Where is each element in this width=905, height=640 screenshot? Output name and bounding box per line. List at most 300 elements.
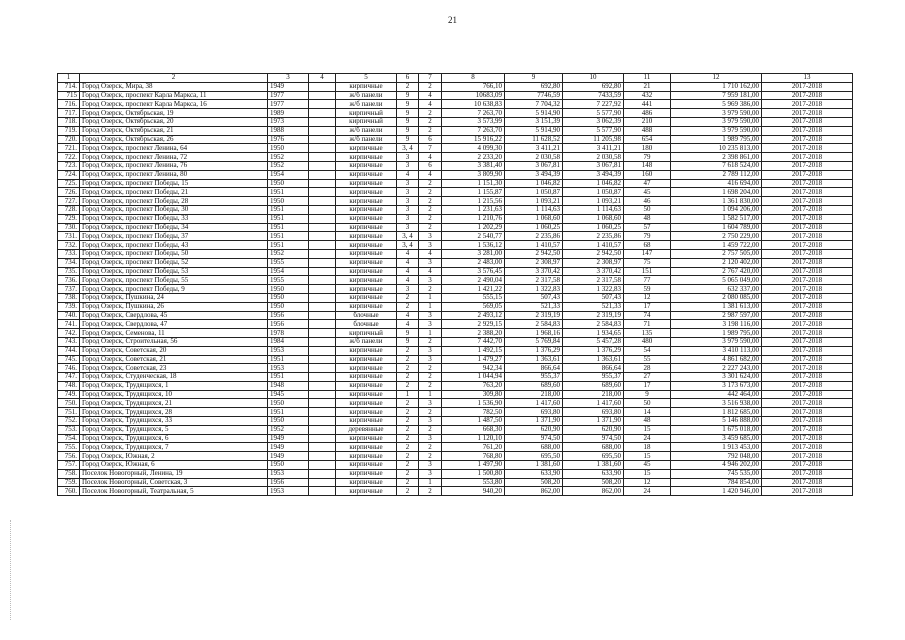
table-cell: 720. [58, 135, 80, 144]
table-cell: 1952 [268, 153, 309, 162]
table-cell: 1953 [268, 469, 309, 478]
table-cell: 1 675 018,00 [671, 425, 762, 434]
table-cell: 1 155,87 [442, 188, 505, 197]
table-cell: Город Озерск, Мира, 38 [80, 82, 268, 91]
table-cell: 2017-2018 [762, 223, 853, 232]
table-cell: Город Озерск, Южная, 2 [80, 452, 268, 461]
column-number-cell: 6 [397, 74, 419, 83]
table-cell: 309,80 [442, 390, 505, 399]
table-cell: 1 459 722,00 [671, 241, 762, 250]
table-cell: Город Озерск, проспект Карла Маркса, 11 [80, 91, 268, 100]
table-cell: 748. [58, 381, 80, 390]
table-cell [309, 355, 336, 364]
table-cell: 3 494,39 [505, 170, 563, 179]
table-cell: 1 050,87 [563, 188, 624, 197]
table-cell: 2 317,58 [563, 276, 624, 285]
table-cell: 2017-2018 [762, 258, 853, 267]
table-cell: 1953 [268, 346, 309, 355]
table-row [58, 170, 853, 179]
table-cell: 2017-2018 [762, 267, 853, 276]
column-number-cell: 8 [442, 74, 505, 83]
table-cell: 688,00 [563, 443, 624, 452]
table-cell: 2017-2018 [762, 329, 853, 338]
table-cell: Город Озерск, Трудящихся, 10 [80, 390, 268, 399]
table-cell: 940,20 [442, 487, 505, 496]
table-cell: 2 317,58 [505, 276, 563, 285]
table-cell: 10 235 813,00 [671, 144, 762, 153]
table-cell: 2 942,50 [563, 249, 624, 258]
table-cell: 2 [419, 452, 442, 461]
table-cell: 3 494,39 [563, 170, 624, 179]
table-cell: кирпичные [336, 161, 397, 170]
table-cell: 692,80 [505, 82, 563, 91]
table-cell: Город Озерск, проспект Ленина, 72 [80, 153, 268, 162]
table-cell [309, 258, 336, 267]
table-cell: 1954 [268, 267, 309, 276]
table-cell: 3 198 116,00 [671, 320, 762, 329]
table-cell: 9 [397, 135, 419, 144]
table-cell: 4 [419, 267, 442, 276]
table-cell: 1 421,22 [442, 285, 505, 294]
table-cell [309, 285, 336, 294]
table-cell: 5 065 049,00 [671, 276, 762, 285]
table-cell: 3 459 685,00 [671, 434, 762, 443]
table-cell: 2017-2018 [762, 487, 853, 496]
table-row [58, 214, 853, 223]
table-cell: 2 227 243,00 [671, 364, 762, 373]
table-cell: 719. [58, 126, 80, 135]
table-cell: 2017-2018 [762, 355, 853, 364]
table-cell: 2017-2018 [762, 373, 853, 382]
table-cell: 2 [397, 487, 419, 496]
table-cell: 1 322,83 [563, 285, 624, 294]
table-cell: 866,64 [505, 364, 563, 373]
table-row [58, 197, 853, 206]
table-row [58, 258, 853, 267]
table-row [58, 478, 853, 487]
table-row [58, 153, 853, 162]
table-cell: Город Озерск, Трудящихся, 21 [80, 399, 268, 408]
table-cell: 4 [397, 267, 419, 276]
table-row [58, 109, 853, 118]
table-cell: 2017-2018 [762, 197, 853, 206]
table-cell: 4 [419, 249, 442, 258]
table-cell: 521,33 [563, 302, 624, 311]
table-cell: 3 301 624,00 [671, 373, 762, 382]
table-cell: 7 442,70 [442, 337, 505, 346]
table-cell: 1 322,83 [505, 285, 563, 294]
table-cell: кирпичные [336, 364, 397, 373]
table-cell: 148 [624, 161, 671, 170]
table-cell: 3 411,21 [505, 144, 563, 153]
table-cell [309, 417, 336, 426]
table-cell: 1 989 795,00 [671, 329, 762, 338]
table-cell: Поселок Новогорный, Советская, 3 [80, 478, 268, 487]
table-cell: 1 361 830,00 [671, 197, 762, 206]
margin-mark [10, 520, 12, 620]
table-row [58, 364, 853, 373]
table-cell: Город Озерск, Студенческая, 18 [80, 373, 268, 382]
table-row [58, 443, 853, 452]
table-cell: 18 [624, 443, 671, 452]
table-cell: 792 048,00 [671, 452, 762, 461]
table-cell: Город Озерск, проспект Победы, 33 [80, 214, 268, 223]
table-cell: кирпичные [336, 417, 397, 426]
table-cell: 654 [624, 135, 671, 144]
table-cell [309, 452, 336, 461]
column-number-cell: 7 [419, 74, 442, 83]
table-cell: 11 205,98 [563, 135, 624, 144]
table-cell: 4 [397, 320, 419, 329]
table-cell: 3 [397, 153, 419, 162]
table-cell: 2 [419, 205, 442, 214]
table-cell: 1953 [268, 364, 309, 373]
table-cell: кирпичные [336, 390, 397, 399]
table-cell: 1 094 206,00 [671, 205, 762, 214]
table-cell: 3 573,99 [442, 117, 505, 126]
table-cell: 716. [58, 100, 80, 109]
table-cell: 726. [58, 188, 80, 197]
table-cell: 942,34 [442, 364, 505, 373]
table-cell: 763,20 [442, 381, 505, 390]
table-cell: 1 420 946,00 [671, 487, 762, 496]
table-cell: 135 [624, 329, 671, 338]
table-cell: 1 [419, 302, 442, 311]
table-row [58, 355, 853, 364]
table-cell: 2017-2018 [762, 452, 853, 461]
table-row [58, 311, 853, 320]
table-cell: 730. [58, 223, 80, 232]
table-cell: 3 062,39 [563, 117, 624, 126]
table-cell [309, 337, 336, 346]
table-cell: 4 [419, 153, 442, 162]
table-cell: 1950 [268, 144, 309, 153]
table-cell: 2017-2018 [762, 390, 853, 399]
table-cell: Город Озерск, Советская, 21 [80, 355, 268, 364]
table-cell: 2017-2018 [762, 241, 853, 250]
table-cell: 24 [624, 487, 671, 496]
table-cell: 55 [624, 355, 671, 364]
table-cell: 1 381,60 [505, 461, 563, 470]
table-cell: 1951 [268, 205, 309, 214]
table-cell: 2 [397, 461, 419, 470]
table-cell: 1 698 204,00 [671, 188, 762, 197]
table-row [58, 179, 853, 188]
table-cell: 1 492,15 [442, 346, 505, 355]
table-row [58, 91, 853, 100]
table-cell: Поселок Новогорный, Театральная, 5 [80, 487, 268, 496]
table-cell: 9 [397, 337, 419, 346]
table-cell: 48 [624, 214, 671, 223]
table-cell: 744. [58, 346, 80, 355]
table-cell: ж/б панели [336, 337, 397, 346]
table-cell: Город Озерск, проспект Победы, 53 [80, 267, 268, 276]
table-cell: Город Озерск, проспект Ленина, 64 [80, 144, 268, 153]
table-row [58, 425, 853, 434]
table-cell: 1989 [268, 109, 309, 118]
table-cell: 2 [419, 364, 442, 373]
column-number-row [58, 74, 853, 83]
table-cell: кирпичные [336, 170, 397, 179]
table-cell: 1951 [268, 241, 309, 250]
table-cell: 507,43 [563, 293, 624, 302]
column-number-cell: 12 [671, 74, 762, 83]
table-cell: 3 [397, 179, 419, 188]
table-cell: кирпичные [336, 478, 397, 487]
table-cell: 1 604 789,00 [671, 223, 762, 232]
table-cell [309, 241, 336, 250]
table-cell: 1949 [268, 443, 309, 452]
table-cell: 1976 [268, 135, 309, 144]
table-cell: 17 [624, 381, 671, 390]
table-row [58, 241, 853, 250]
table-cell: 50 [624, 399, 671, 408]
table-cell: 1951 [268, 188, 309, 197]
table-cell: 2 235,86 [505, 232, 563, 241]
column-number-cell: 5 [336, 74, 397, 83]
table-cell: 24 [624, 434, 671, 443]
table-cell: 9 [397, 126, 419, 135]
table-cell: 3 151,39 [505, 117, 563, 126]
table-cell: 3 370,42 [563, 267, 624, 276]
table-cell: 75 [624, 258, 671, 267]
table-cell: 9 [397, 91, 419, 100]
table-row [58, 100, 853, 109]
table-cell: 3 173 673,00 [671, 381, 762, 390]
table-row [58, 461, 853, 470]
table-cell: 2 [397, 346, 419, 355]
table-row [58, 117, 853, 126]
table-cell: Город Озерск, проспект Победы, 9 [80, 285, 268, 294]
table-cell: 742. [58, 329, 80, 338]
table-cell: Город Озерск, Пушкина, 24 [80, 293, 268, 302]
table-cell: 4 [419, 100, 442, 109]
table-cell: 2017-2018 [762, 153, 853, 162]
table-cell: 1 500,80 [442, 469, 505, 478]
column-number-cell: 4 [309, 74, 336, 83]
table-cell [309, 469, 336, 478]
table-cell: 2 [419, 381, 442, 390]
table-cell: 620,90 [505, 425, 563, 434]
table-cell: 4 [397, 249, 419, 258]
table-cell: 1 093,21 [505, 197, 563, 206]
table-row [58, 337, 853, 346]
table-cell: 1949 [268, 434, 309, 443]
table-cell: 147 [624, 249, 671, 258]
table-cell: 74 [624, 311, 671, 320]
table-cell: 5 146 888,00 [671, 417, 762, 426]
table-cell: 3 [419, 241, 442, 250]
table-cell: Город Озерск, Трудящихся, 28 [80, 408, 268, 417]
table-cell: 2 080 085,00 [671, 293, 762, 302]
table-cell: 633,90 [505, 469, 563, 478]
table-cell: 745. [58, 355, 80, 364]
table-cell: 2 [397, 408, 419, 417]
table-row [58, 126, 853, 135]
table-cell: 488 [624, 126, 671, 135]
table-cell: 2 [419, 443, 442, 452]
table-cell: 2 [419, 408, 442, 417]
table-cell: 729. [58, 214, 80, 223]
table-cell: кирпичный [336, 109, 397, 118]
table-cell: кирпичные [336, 153, 397, 162]
table-cell: 1 [419, 478, 442, 487]
table-cell: кирпичные [336, 381, 397, 390]
table-cell: 722. [58, 153, 80, 162]
table-cell: 1 934,65 [563, 329, 624, 338]
table-cell: кирпичные [336, 267, 397, 276]
table-cell: 6 [419, 135, 442, 144]
table-cell: 180 [624, 144, 671, 153]
table-cell: 555,15 [442, 293, 505, 302]
table-cell: 756. [58, 452, 80, 461]
table-cell: 2 987 597,00 [671, 311, 762, 320]
table-cell: 1 [419, 390, 442, 399]
table-cell [309, 170, 336, 179]
table-cell: 974,50 [505, 434, 563, 443]
table-cell: 2017-2018 [762, 478, 853, 487]
table-cell: Город Озерск, Октябрьская, 26 [80, 135, 268, 144]
table-cell: 3 [419, 469, 442, 478]
table-cell: 9 [397, 117, 419, 126]
table-cell: 1977 [268, 91, 309, 100]
table-cell: 15 [624, 469, 671, 478]
table-cell: 3 381,40 [442, 161, 505, 170]
table-cell: 7 704,32 [505, 100, 563, 109]
table-cell: 1978 [268, 329, 309, 338]
table-row [58, 373, 853, 382]
table-cell [309, 478, 336, 487]
table-cell: 2 319,19 [505, 311, 563, 320]
table-cell: 1953 [268, 487, 309, 496]
table-cell [309, 109, 336, 118]
table-cell: 1956 [268, 311, 309, 320]
table-cell: 3, 4 [397, 144, 419, 153]
table-cell [309, 267, 336, 276]
table-cell [309, 161, 336, 170]
table-cell: 1 050,87 [505, 188, 563, 197]
table-cell: Город Озерск, проспект Победы, 43 [80, 241, 268, 250]
table-cell: 2 540,77 [442, 232, 505, 241]
table-cell: 2017-2018 [762, 276, 853, 285]
table-cell: 4 [397, 276, 419, 285]
table-cell: 2017-2018 [762, 135, 853, 144]
table-cell: 5 577,90 [563, 109, 624, 118]
table-cell [309, 311, 336, 320]
table-cell: 1977 [268, 100, 309, 109]
table-cell: 2 490,04 [442, 276, 505, 285]
table-cell: кирпичные [336, 452, 397, 461]
table-cell: 721. [58, 144, 80, 153]
table-row [58, 223, 853, 232]
table-cell: 3 979 590,00 [671, 117, 762, 126]
table-cell: 5 914,90 [505, 109, 563, 118]
table-cell: 2 [419, 82, 442, 91]
table-row [58, 390, 853, 399]
table-cell [309, 249, 336, 258]
table-cell: 2 308,97 [563, 258, 624, 267]
table-cell: 79 [624, 232, 671, 241]
table-cell: 3 979 590,00 [671, 126, 762, 135]
table-cell: 728. [58, 205, 80, 214]
table-cell: кирпичные [336, 179, 397, 188]
table-cell: 2017-2018 [762, 434, 853, 443]
table-cell: 2017-2018 [762, 100, 853, 109]
table-cell [309, 443, 336, 452]
table-cell: 747. [58, 373, 80, 382]
table-cell: 2017-2018 [762, 117, 853, 126]
table-cell: 521,33 [505, 302, 563, 311]
table-cell: 1984 [268, 337, 309, 346]
table-cell: 3 [397, 197, 419, 206]
table-cell: 2 757 505,00 [671, 249, 762, 258]
table-cell: Город Озерск, Трудящихся, 6 [80, 434, 268, 443]
table-cell [309, 408, 336, 417]
table-cell: 1 479,27 [442, 355, 505, 364]
table-cell: 2 030,58 [563, 153, 624, 162]
table-cell: 3 410 113,00 [671, 346, 762, 355]
table-cell: 1 [419, 329, 442, 338]
table-cell: 3 979 590,00 [671, 337, 762, 346]
table-cell: кирпичные [336, 82, 397, 91]
table-cell: 745 535,00 [671, 469, 762, 478]
table-cell: 2 [397, 478, 419, 487]
table-cell: 2 235,86 [563, 232, 624, 241]
table-cell: 508,20 [563, 478, 624, 487]
table-cell: 3 [419, 434, 442, 443]
table-cell: 1 381 613,00 [671, 302, 762, 311]
table-cell: 2 [419, 373, 442, 382]
table-cell: 1 710 162,00 [671, 82, 762, 91]
column-number-cell: 9 [505, 74, 563, 83]
table-row [58, 469, 853, 478]
table-cell: кирпичные [336, 461, 397, 470]
table-cell: 569,05 [442, 302, 505, 311]
table-cell: 1 363,61 [563, 355, 624, 364]
table-cell: 735. [58, 267, 80, 276]
table-cell: 693,80 [563, 408, 624, 417]
table-row [58, 293, 853, 302]
table-cell: 2 [397, 302, 419, 311]
table-cell: 15 [624, 452, 671, 461]
table-cell [309, 461, 336, 470]
table-cell [309, 434, 336, 443]
table-cell: 3 [397, 285, 419, 294]
table-cell: 1 120,10 [442, 434, 505, 443]
table-row [58, 161, 853, 170]
table-cell: 45 [624, 188, 671, 197]
table-cell: 1 410,57 [563, 241, 624, 250]
table-cell: Город Озерск, проспект Победы, 28 [80, 197, 268, 206]
table-row [58, 267, 853, 276]
table-cell: 1948 [268, 381, 309, 390]
table-cell: 3 [419, 232, 442, 241]
table-cell: 3 067,81 [505, 161, 563, 170]
table-cell: 1 417,60 [505, 399, 563, 408]
table-cell [309, 293, 336, 302]
table-row [58, 135, 853, 144]
table-cell: 2017-2018 [762, 469, 853, 478]
table-cell: 5 969 386,00 [671, 100, 762, 109]
table-cell: кирпичные [336, 408, 397, 417]
table-cell [309, 82, 336, 91]
table-row [58, 452, 853, 461]
table-cell: 12 [624, 293, 671, 302]
table-cell: 7 263,70 [442, 109, 505, 118]
table-cell: 2017-2018 [762, 337, 853, 346]
table-cell: 1950 [268, 197, 309, 206]
table-cell: 717. [58, 109, 80, 118]
